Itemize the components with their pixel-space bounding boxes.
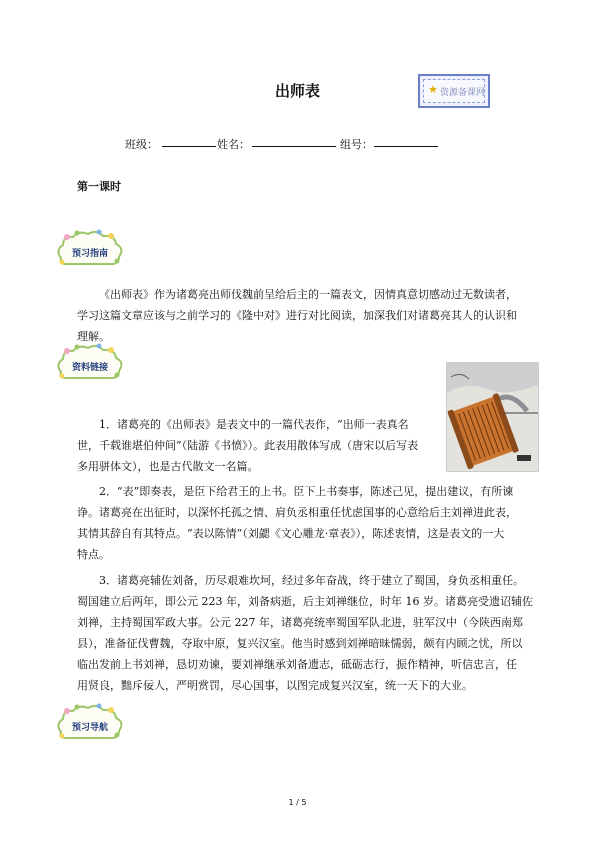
material-line: 县），准备征伐曹魏，夺取中原，复兴汉室。他当时感到刘禅暗昧懦弱，颇有内顾之忧，所以 bbox=[77, 637, 523, 650]
intro-paragraph bbox=[77, 284, 547, 347]
intro-line: 学习这篇文章应该与之前学习的《隆中对》进行对比阅读，加深我们对诸葛亮其人的认识和 bbox=[77, 309, 517, 322]
scroll-illustration bbox=[446, 362, 539, 472]
intro-line: 理解。 bbox=[77, 330, 110, 343]
material-line: 临出发前上书刘禅，恳切劝谏，要刘禅继承刘备遗志，砥砺志行，振作精神，听信忠言，任 bbox=[77, 658, 517, 671]
group-label: 组号： bbox=[340, 138, 373, 151]
material-line: 多用骈体文），也是古代散文一名篇。 bbox=[77, 460, 259, 473]
material-line: 诤。诸葛亮在出征时，以深怀托孤之情、肩负丞相重任忧虑国事的心意给后主刘禅进此表， bbox=[77, 506, 517, 519]
star-icon: ★ bbox=[428, 83, 438, 96]
material-line: 刘禅，主持蜀国军政大事。公元 227 年，诸葛亮统率蜀国军队北进，驻军汉中（今陕西南郑 bbox=[77, 616, 523, 629]
intro-line: 《出师表》作为诸葛亮出师伐魏前呈给后主的一篇表文，因情真意切感动过无数读者， bbox=[99, 288, 517, 301]
material-paragraph-3 bbox=[77, 570, 547, 696]
material-line: 世，千载谁堪伯仲间”（陆游《书愤》）。此表用散体写成（唐宋以后写表 bbox=[77, 439, 419, 452]
material-paragraph-1 bbox=[77, 414, 447, 435]
material-line: 用贤良，黜斥佞人，严明赏罚，尽心国事，以图完成复兴汉室，统一天下的大业。 bbox=[77, 679, 473, 692]
guide-section-label bbox=[53, 702, 127, 744]
group-blank bbox=[374, 146, 438, 147]
class-label: 班级： bbox=[125, 138, 158, 151]
name-blank bbox=[252, 146, 336, 147]
material-section-label bbox=[53, 342, 127, 384]
badge-text: 资源备课网 bbox=[440, 88, 486, 98]
preview-section-label bbox=[53, 228, 127, 270]
material-line: 特点。 bbox=[77, 548, 110, 561]
preview-label-text: 预习指南 bbox=[71, 249, 108, 259]
guide-label-text: 预习导航 bbox=[71, 723, 108, 733]
material-line: 1．诸葛亮的《出师表》是表文中的一篇代表作，“出师一表真名 bbox=[99, 418, 409, 431]
page-title: 出师表 bbox=[274, 82, 320, 100]
material-line: 2．“表”即奏表，是臣下给君王的上书。臣下上书奏事，陈述己见，提出建议，有所谏 bbox=[99, 485, 514, 498]
material-line: 其情其辞自有其特点。“表以陈情”（刘勰《文心雕龙·章表》），陈述衷情，这是表文的一大 bbox=[77, 527, 505, 540]
material-line: 3．诸葛亮辅佐刘备，历尽艰难坎坷，经过多年奋战，终于建立了蜀国，身负丞相重任。 bbox=[99, 574, 524, 587]
material-paragraph-2 bbox=[77, 481, 547, 565]
class-blank bbox=[162, 146, 216, 147]
page-number: 1 / 5 bbox=[288, 798, 307, 807]
name-label: 姓名： bbox=[217, 138, 250, 151]
lesson-heading: 第一课时 bbox=[77, 180, 121, 193]
material-label-text: 资料链接 bbox=[71, 363, 108, 373]
material-line: 蜀国建立后两年，即公元 223 年，刘备病逝，后主刘禅继位，时年 16 岁。诸葛亮受遗诏辅佐 bbox=[77, 595, 533, 608]
site-badge bbox=[418, 74, 490, 108]
